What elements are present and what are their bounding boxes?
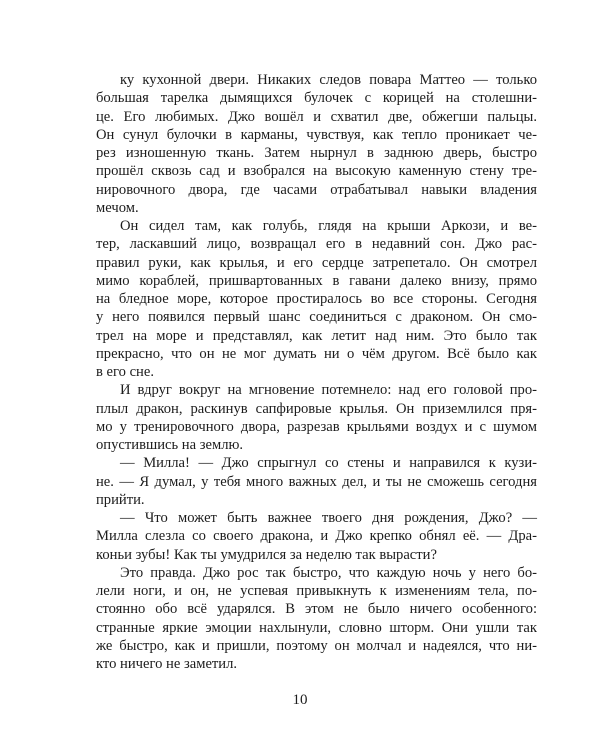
page-text-block — [96, 71, 537, 673]
text-line: нировочного двора, где часами отрабатывал навыки владения — [96, 181, 537, 198]
paragraph — [96, 454, 537, 509]
text-line: Он сидел там, как голубь, глядя на крыши Аркози, и ве- — [120, 218, 537, 234]
paragraph — [96, 217, 537, 381]
text-line: це. Его любимых. Джо вошёл и схватил две, обжегши пальцы. — [96, 108, 537, 125]
text-line: тер, ласкавший лицо, возвращал его в недавний сон. Джо рас- — [96, 236, 537, 253]
text-line: прошёл сквозь сад и взобрался на высокую каменную стену тре- — [96, 163, 537, 180]
text-line: правил руки, как крылья, и его сердце затрепетало. Он смотрел — [96, 254, 537, 271]
text-line: — Милла! — Джо спрыгнул со стены и направился к кузи- — [120, 455, 537, 472]
text-line: кто ничего не заметил. — [96, 656, 238, 672]
paragraph — [96, 381, 537, 454]
text-line: не. — Я думал, у тебя много важных дел, и ты не сможешь сегодня — [96, 473, 537, 490]
text-line: мимо кораблей, пришвартованных в гавани далеко внизу, прямо — [96, 272, 537, 289]
text-line: у него появился первый шанс соединиться с драконом. Он смо- — [96, 309, 537, 326]
page-number: 10 — [292, 692, 308, 708]
paragraph — [96, 509, 537, 564]
text-line: Это правда. Джо рос так быстро, что каждую ночь у него бо- — [120, 564, 537, 581]
text-line: мо у тренировочного двора, разрезав крыльями воздух и с шумом — [96, 418, 537, 435]
text-line: прекрасно, что он не мог думать ни о чём другом. Всё было как — [96, 345, 537, 362]
text-line: — Что может быть важнее твоего дня рождения, Джо? — — [120, 510, 537, 526]
text-line: плыл дракон, раскинув сапфировые крылья. Он приземлился пря- — [96, 400, 537, 417]
text-line: И вдруг вокруг на мгновение потемнело: над его головой про- — [120, 382, 537, 399]
text-line: опустившись на землю. — [96, 437, 244, 453]
text-line: же быстро, как и пришли, поэтому он молчал и надеялся, что ни- — [96, 637, 537, 654]
text-line: ку кухонной двери. Никаких следов повара Маттео — только — [120, 72, 537, 88]
text-line: в его сне. — [96, 364, 154, 380]
text-line: прийти. — [96, 491, 145, 508]
text-line: лели ноги, и он, не успевая привыкнуть к изменениям тела, по- — [96, 583, 537, 599]
text-line: стоянно обо всё ударялся. В этом не было ничего особенного: — [96, 601, 537, 618]
text-line: коньи зубы! Как ты умудрился за неделю так вырасти? — [96, 546, 437, 563]
text-line: на бледное море, которое простиралось во все стороны. Сегодня — [96, 291, 537, 307]
text-line: странные яркие эмоции нахлынули, словно шторм. Они ушли так — [96, 619, 537, 636]
text-line: трел на море и представлял, как летит над ним. Это было так — [96, 327, 537, 344]
text-line: рез изношенную ткань. Затем нырнул в заднюю дверь, быстро — [96, 145, 537, 161]
text-line: большая тарелка дымящихся булочек с корицей на столешни- — [96, 90, 537, 107]
text-line: Милла слезла со своего дракона, и Джо крепко обнял её. — Дра- — [96, 528, 537, 545]
paragraph — [96, 71, 537, 217]
text-line: Он сунул булочки в карманы, чувствуя, как тепло проникает че- — [96, 126, 537, 143]
text-line: мечом. — [96, 199, 139, 216]
paragraph — [96, 564, 537, 674]
